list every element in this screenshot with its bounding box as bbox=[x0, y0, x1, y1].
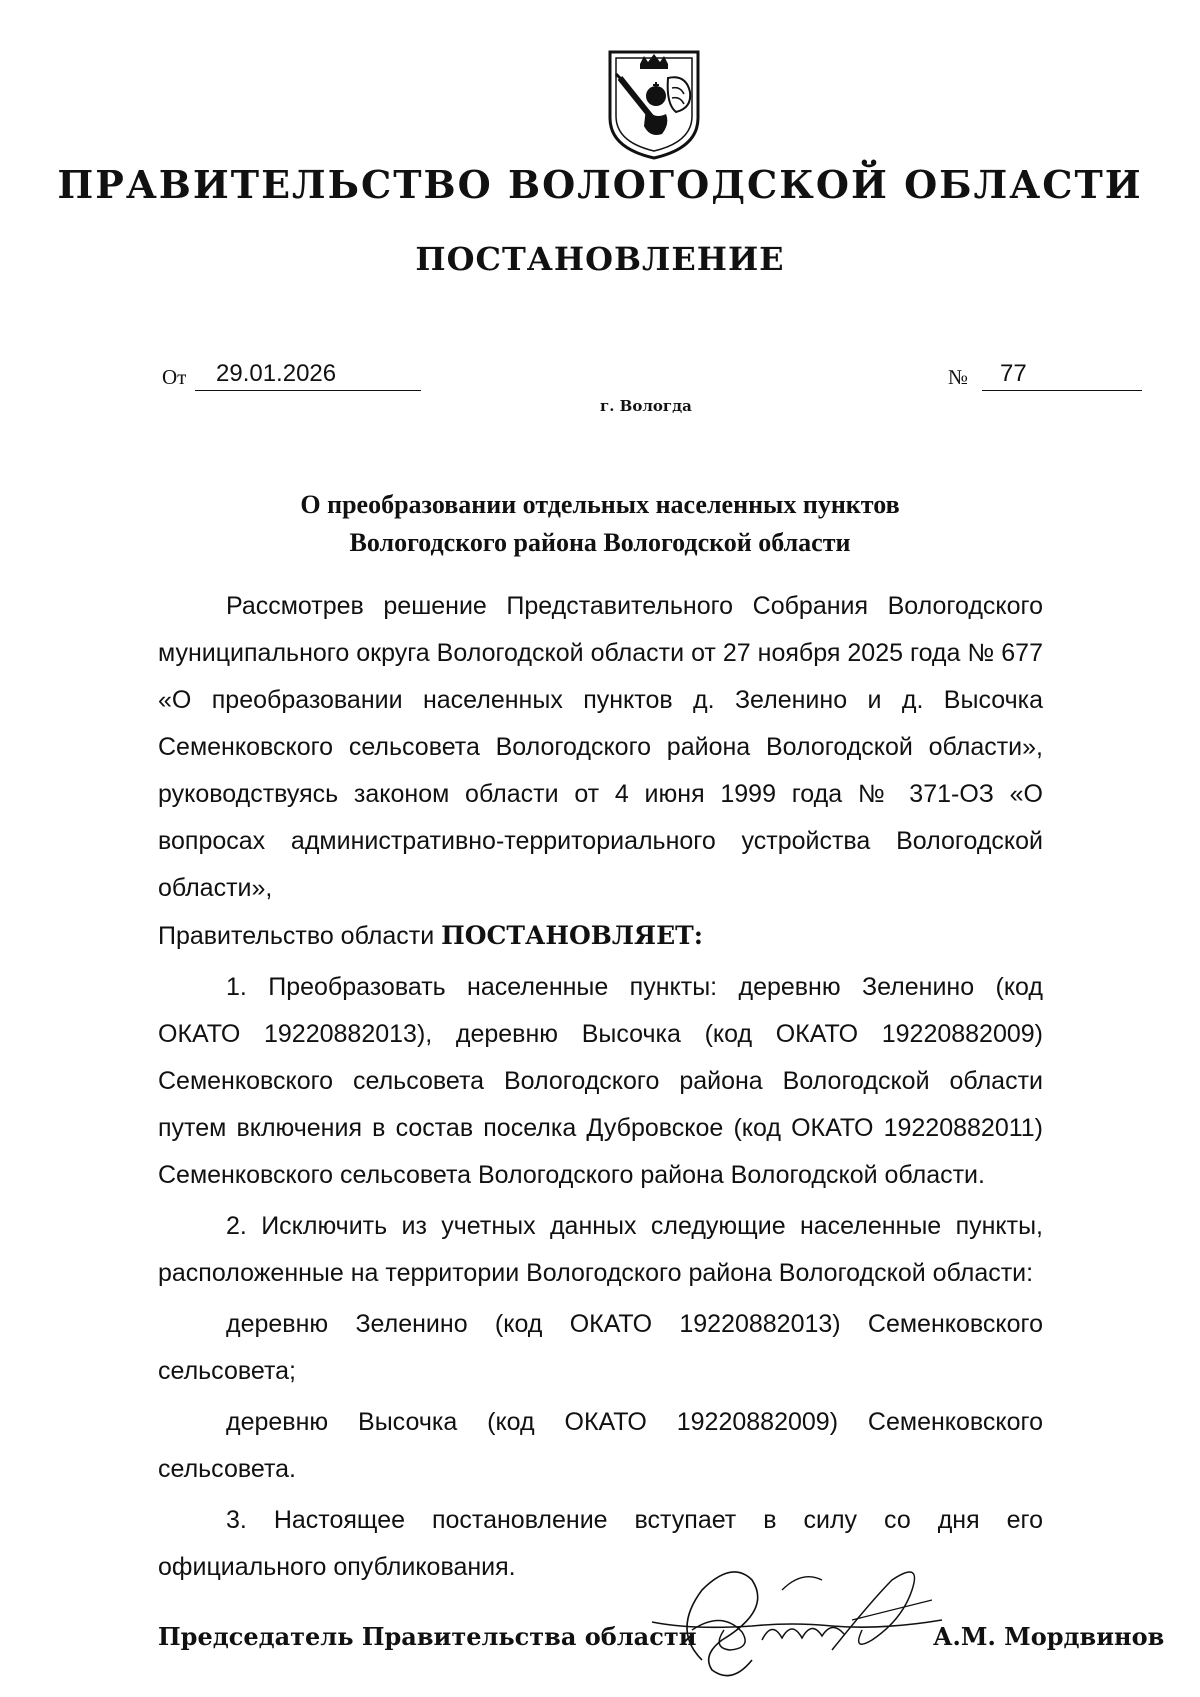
document-number bbox=[948, 360, 1027, 390]
preamble-paragraph: Рассмотрев решение Представительного Собрания Вологодского муниципального округа Вологодской области от 27 ноября 2025 года № 677 «О преобразовании населенных пунктов д. Зеленино и д. Высочка Семенковского сельсовета Вологодского района Вологодской области», руководствуясь законом области от 4 июня 1999 года № 371-ОЗ «О вопросах административно-территориального устройства Вологодской области», bbox=[158, 592, 1043, 902]
signatory-position: Председатель Правительства области bbox=[158, 1622, 697, 1651]
number-value: 77 bbox=[1000, 360, 1027, 387]
heading-line-1: О преобразовании отдельных населенных пунктов bbox=[300, 490, 900, 519]
document-body bbox=[158, 583, 1043, 1591]
number-underline bbox=[982, 390, 1142, 391]
date-underline bbox=[195, 390, 421, 391]
org-title: ПРАВИТЕЛЬСТВО ВОЛОГОДСКОЙ ОБЛАСТИ bbox=[57, 162, 1143, 207]
resolves-word: ПОСТАНОВЛЯЕТ: bbox=[441, 921, 703, 950]
handwritten-signature-icon bbox=[632, 1560, 962, 1690]
resolves-prefix: Правительство области bbox=[158, 922, 435, 950]
resolves-line bbox=[158, 912, 1043, 960]
document-type: ПОСТАНОВЛЕНИЕ bbox=[415, 240, 785, 278]
item-1: 1. Преобразовать населенные пункты: деревню Зеленино (код ОКАТО 19220882013), деревню Высочка (код ОКАТО 19220882009) Семенковского сельсовета Вологодского района Вологодской области путем включения в состав поселка Дубровское (код ОКАТО 19220882011) Семенковского сельсовета Вологодского района Вологодской области. bbox=[158, 973, 1043, 1189]
document-date bbox=[162, 360, 337, 390]
signatory-name: А.М. Мордвинов bbox=[933, 1622, 1165, 1651]
number-label: № bbox=[948, 365, 969, 389]
city: г. Вологда bbox=[600, 397, 692, 415]
date-label: От bbox=[162, 365, 187, 389]
item-2: 2. Исключить из учетных данных следующие населенные пункты, расположенные на территории Вологодского района Вологодской области: bbox=[158, 1212, 1043, 1287]
item-2-b: деревню Высочка (код ОКАТО 19220882009) Семенковского сельсовета. bbox=[158, 1408, 1043, 1483]
vologda-coat-of-arms-icon bbox=[606, 48, 702, 162]
date-value: 29.01.2026 bbox=[216, 360, 337, 387]
item-3: 3. Настоящее постановление вступает в силу со дня его официального опубликования. bbox=[158, 1506, 1043, 1581]
item-2-a: деревню Зеленино (код ОКАТО 19220882013) Семенковского сельсовета; bbox=[158, 1310, 1043, 1385]
heading-line-2: Вологодского района Вологодской области bbox=[349, 528, 851, 557]
document-heading bbox=[0, 486, 1200, 562]
